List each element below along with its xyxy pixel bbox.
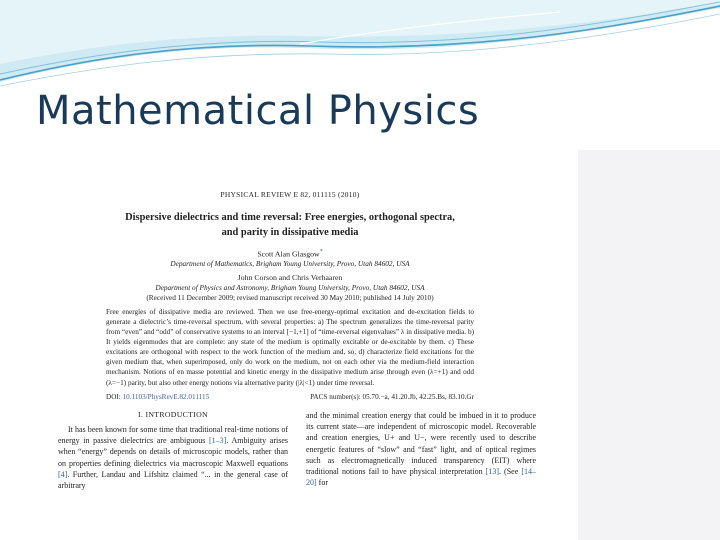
intro-paragraph (58, 424, 288, 492)
paper-title (100, 211, 480, 239)
affiliation-physics: Department of Physics and Astronomy, Brigham Young University, Provo, Utah 84602, USA (155, 283, 425, 293)
doi-pacs-row (106, 393, 474, 402)
body-column-right (306, 410, 536, 492)
intro-text-3: . Further, Landau and Lifshitz claimed “... in the general case of arbitrary (58, 469, 288, 491)
abstract: Free energies of dissipative media are reviewed. Then we use free-energy-optimal excitation and de-excitation fields to generate a dielectric’s time-reversal spectrum, with several properties: a) The spectrum generalizes the time-reversal parity from “even” and “odd” of conservative systems to an interval [−1,+1] of “time-reversal eigenvalues” λ in dissipative media. b) It yields eigenmodes that are complete: any state of the medium is optimally excitable or de-excitable by them. c) These excitations are orthogonal with respect to the work function of the medium and, so, d) characterize field excitations for the given medium that, when superimposed, only do work on the medium, not on each other via the medium-field interaction mechanism. Notions of en masse potential and kinetic energy in the dissipative medium arise through even (λ=+1) and odd (λ=−1) parity, but also other energy notions via alternative parity (|λ|<1) under time reversal. (106, 308, 474, 387)
doi-label: DOI: (106, 392, 121, 401)
affiliation-math: Department of Mathematics, Brigham Young University, Provo, Utah 84602, USA (170, 259, 410, 269)
right-text-2: . (See (498, 467, 519, 477)
right-text-3: for (318, 478, 328, 488)
pacs-numbers: PACS number(s): 05.70.−a, 41.20.Jb, 42.25.Bs, 83.10.Gr (310, 392, 474, 401)
paper-title-line-2: and parity in dissipative media (221, 226, 359, 238)
header-wave-decoration (0, 0, 720, 90)
author-primary (100, 249, 480, 260)
received-dates: (Received 11 December 2009; revised manuscript received 30 May 2010; published 14 July 2010) (146, 292, 434, 302)
slide-right-shade (578, 150, 720, 540)
paper-excerpt-image (58, 190, 537, 491)
doi-line (106, 393, 209, 402)
slide-title: Mathematical Physics (36, 88, 480, 134)
body-column-left (58, 410, 288, 492)
citation-link[interactable]: [4] (58, 469, 68, 479)
doi-link[interactable]: 10.1103/PhysRevE.82.011115 (122, 392, 210, 401)
right-text-1: and the minimal creation energy that could be imbued in it to produce its current state—are independent of microscopic model. Recoverable and creation energies, U+ and U−, were recently used to describe energetic features of “slow” and “fast” light, and of optical regimes such as electromagnetically induced transparency (EIT) where traditional notions fail to have physical interpretation (306, 410, 536, 477)
citation-link[interactable]: [14–20] (306, 467, 537, 488)
intro-text-2: . Ambiguity arises when “energy” depends on details of microscopic models, rather than on properties defining dielectrics via macroscopic Maxwell equations (58, 436, 289, 468)
body-columns (58, 410, 536, 492)
author-name: Scott Alan Glasgow (257, 249, 320, 259)
paper-title-line-1: Dispersive dielectrics and time reversal: Free energies, orthogonal spectra, (125, 212, 455, 224)
citation-link[interactable]: [1–3] (208, 436, 227, 446)
section-heading: I. INTRODUCTION (138, 409, 208, 419)
authors-secondary: John Corson and Chris Verhaaren (237, 273, 343, 283)
author-footnote-mark: * (319, 248, 323, 255)
citation-link[interactable]: [13] (485, 467, 499, 477)
intro-text-1: It has been known for some time that traditional real-time notions of energy in passive dielectrics are ambiguous (58, 424, 288, 446)
journal-header: PHYSICAL REVIEW E 82, 011115 (2010) (220, 190, 360, 199)
